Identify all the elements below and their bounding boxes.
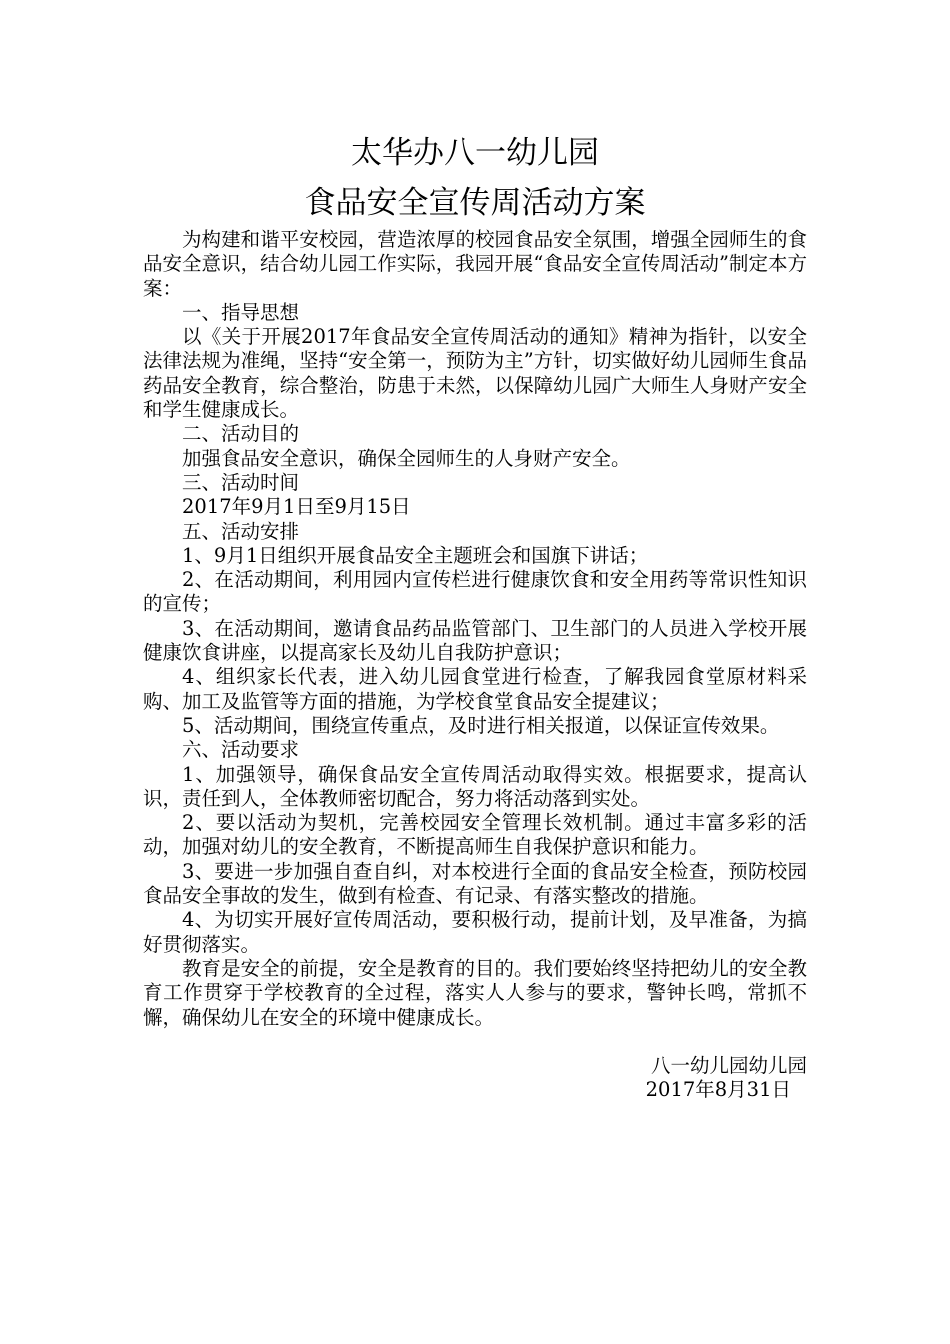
intro-paragraph: 为构建和谐平安校园，营造浓厚的校园食品安全氛围，增强全园师生的食品安全意识，结合幼儿园工作实际，我园开展“食品安全宣传周活动”制定本方案： [143,228,807,300]
closing-paragraph: 教育是安全的前提，安全是教育的目的。我们要始终坚持把幼儿的安全教育工作贯穿于学校教育的全过程，落实人人参与的要求，警钟长鸣，常抓不懈，确保幼儿在安全的环境中健康成长。 [143,956,807,1029]
arrangement-item: 2、在活动期间，利用园内宣传栏进行健康饮食和安全用药等常识性知识的宣传； [143,568,807,616]
activity-purpose-paragraph: 加强食品安全意识，确保全园师生的人身财产安全。 [182,446,631,470]
signature-block [143,1054,807,1103]
requirement-item: 2、要以活动为契机，完善校园安全管理长效机制。通过丰富多彩的活动，加强对幼儿的安全教育，不断提高师生自我保护意识和能力。 [143,811,807,859]
arrangement-item: 1、9月1日组织开展食品安全主题班会和国旗下讲话； [182,543,649,567]
arrangement-item: 5、活动期间，围绕宣传重点，及时进行相关报道，以保证宣传效果。 [182,713,780,737]
requirement-item: 1、加强领导，确保食品安全宣传周活动取得实效。根据要求，提高认识，责任到人，全体教师密切配合，努力将活动落到实处。 [143,762,807,810]
title-line-1: 太华办八一幼儿园 [351,135,599,171]
signature-date: 2017年8月31日 [645,1078,791,1102]
document-body [143,228,807,1030]
section-heading-guiding-ideology: 一、指导思想 [182,300,300,324]
section-heading-activity-arrangement: 五、活动安排 [182,519,300,543]
title-line-2: 食品安全宣传周活动方案 [304,185,646,221]
signature-organization: 八一幼儿园幼儿园 [650,1053,807,1077]
requirement-item: 4、为切实开展好宣传周活动，要积极行动，提前计划，及早准备，为搞好贯彻落实。 [143,908,807,956]
section-heading-activity-requirements: 六、活动要求 [182,738,300,762]
guiding-ideology-paragraph: 以《关于开展2017年食品安全宣传周活动的通知》精神为指针，以安全法律法规为准绳，坚持“安全第一，预防为主”方针，切实做好幼儿园师生食品药品安全教育，综合整治，防患于未然，以保障幼儿园广大师生人身财产安全和学生健康成长。 [143,325,807,422]
requirement-item: 3、要进一步加强自查自纠，对本校进行全面的食品安全检查，预防校园食品安全事故的发生，做到有检查、有记录、有落实整改的措施。 [143,859,807,908]
document-content [143,128,807,1102]
arrangement-item: 4、组织家长代表，进入幼儿园食堂进行检查，了解我园食堂原材料采购、加工及监管等方面的措施，为学校食堂食品安全提建议； [143,665,807,713]
arrangement-item: 3、在活动期间，邀请食品药品监管部门、卫生部门的人员进入学校开展健康饮食讲座，以提高家长及幼儿自我防护意识； [143,616,807,665]
section-heading-activity-time: 三、活动时间 [182,470,300,494]
activity-time-paragraph: 2017年9月1日至9月15日 [182,495,411,519]
section-heading-activity-purpose: 二、活动目的 [182,422,300,446]
